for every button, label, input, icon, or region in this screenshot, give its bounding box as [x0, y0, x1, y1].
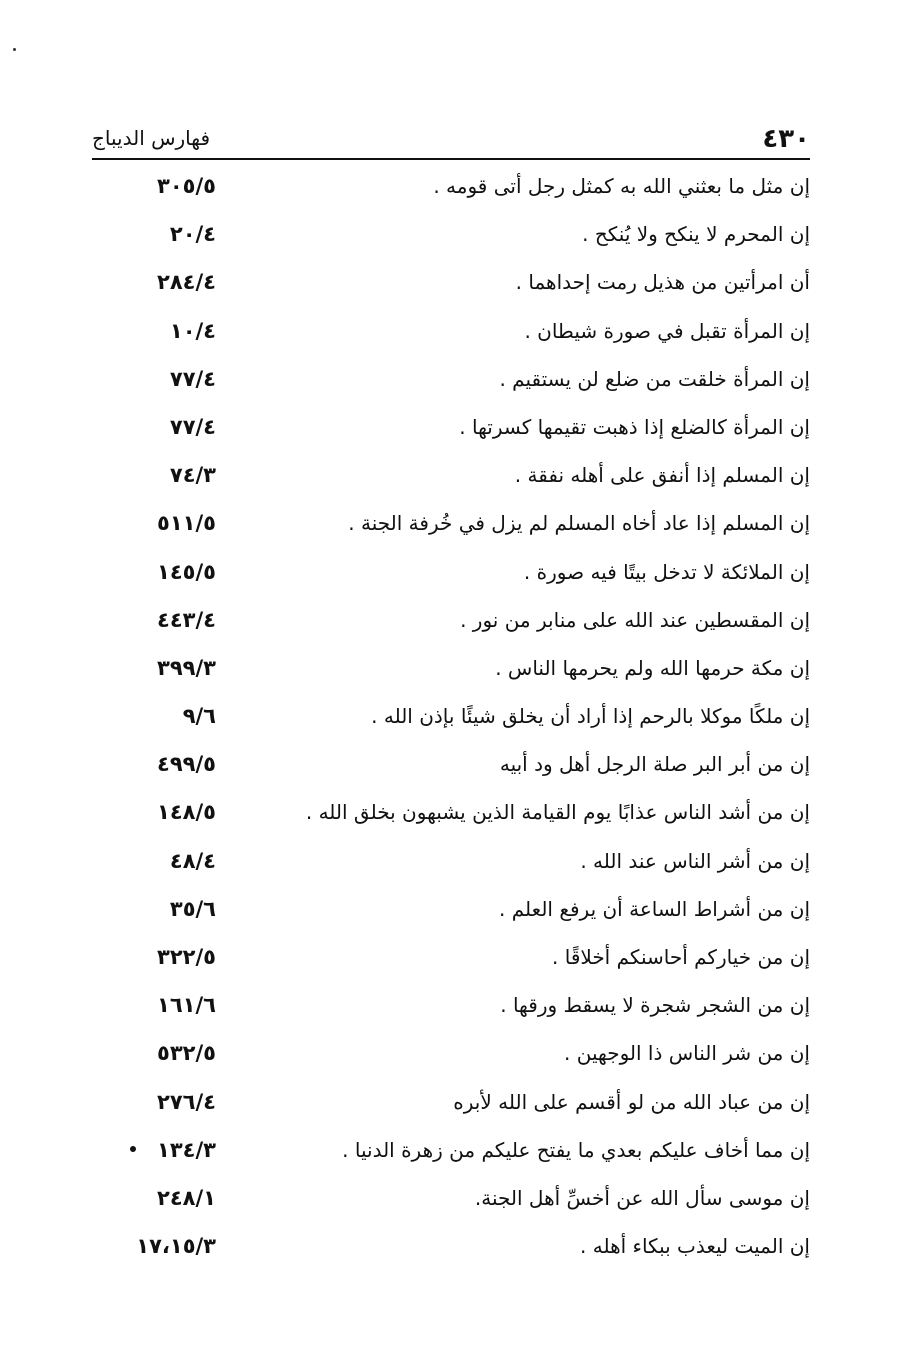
index-entry [92, 602, 810, 650]
entry-reference: ١٤٨/٥ [157, 800, 216, 825]
entry-text: إن المرأة تقبل في صورة شيطان . [524, 318, 810, 343]
entry-text: إن الملائكة لا تدخل بيتًا فيه صورة . [523, 559, 810, 584]
entry-reference: ٧٧/٤ [169, 366, 216, 391]
entry-text: إن موسى سأل الله عن أخسِّ أهل الجنة. [474, 1185, 810, 1210]
entry-reference: ١٧،١٥/٣ [136, 1234, 216, 1259]
index-entry [92, 939, 810, 987]
index-entry [92, 698, 810, 746]
entry-reference: ٢٧٦/٤ [157, 1089, 216, 1114]
entry-text: إن مثل ما بعثني الله به كمثل رجل أتى قومه . [433, 174, 810, 198]
entry-text: إن من الشجر شجرة لا يسقط ورقها . [500, 993, 810, 1018]
entry-reference: ٣٥/٦ [169, 896, 216, 921]
entry-reference: ٣٩٩/٣ [157, 655, 216, 680]
index-entry [92, 987, 810, 1035]
entry-text: إن المسلم إذا عاد أخاه المسلم لم يزل في خُرفة الجنة . [348, 511, 810, 536]
entry-text: إن من أشد الناس عذابًا يوم القيامة الذين يشبهون بخلق الله . [305, 800, 810, 825]
index-entry [92, 794, 810, 842]
index-entry [92, 505, 810, 553]
entry-text: إن من شر الناس ذا الوجهين . [564, 1041, 810, 1066]
page-number: ٤٣٠ [762, 124, 810, 154]
entry-reference: ٢٤٨/١ [157, 1185, 216, 1210]
entry-text: إن من أشر الناس عند الله . [580, 848, 810, 873]
entry-text: إن المسلم إذا أنفق على أهله نفقة . [514, 463, 810, 488]
index-entry [92, 216, 810, 264]
entry-text: إن المرأة كالضلع إذا ذهبت تقيمها كسرتها . [459, 414, 810, 439]
index-entry [92, 264, 810, 312]
entry-text: إن من أبر البر صلة الرجل أهل ود أبيه [499, 752, 810, 777]
entry-reference: ٤٤٣/٤ [157, 607, 216, 632]
entry-reference: ٧٧/٤ [169, 414, 216, 439]
entry-reference: ٥١١/٥ [157, 511, 216, 536]
entry-text: إن ملكًا موكلا بالرحم إذا أراد أن يخلق شيئًا بإذن الله . [371, 704, 810, 729]
bullet-dot [130, 1146, 136, 1152]
entry-text: إن المحرم لا ينكح ولا يُنكح . [582, 222, 810, 247]
entry-reference: ٥٣٢/٥ [157, 1041, 216, 1066]
entry-reference: ٧٤/٣ [169, 463, 216, 488]
index-entry [92, 1180, 810, 1228]
index-entry [92, 457, 810, 505]
index-entry [92, 409, 810, 457]
entry-text: أن امرأتين من هذيل رمت إحداهما . [515, 270, 810, 295]
entry-reference: ٣٢٢/٥ [157, 945, 216, 969]
index-entry [92, 650, 810, 698]
entry-reference: ١٣٤/٣ [157, 1137, 216, 1162]
page-header [92, 118, 810, 160]
entry-reference: ١٦١/٦ [157, 993, 216, 1018]
entry-text: إن مما أخاف عليكم بعدي ما يفتح عليكم من زهرة الدنيا . [342, 1137, 810, 1162]
index-entry [92, 313, 810, 361]
entry-text: إن مكة حرمها الله ولم يحرمها الناس . [495, 655, 810, 680]
entry-text: إن من خياركم أحاسنكم أخلاقًا . [552, 945, 810, 969]
index-entry [92, 554, 810, 602]
entry-text: إن من عباد الله من لو أقسم على الله لأبره [453, 1089, 810, 1114]
index-entry [92, 1035, 810, 1083]
index-entry [92, 891, 810, 939]
entry-reference: ١٤٥/٥ [157, 559, 216, 584]
index-entry [92, 843, 810, 891]
entry-text: إن الميت ليعذب ببكاء أهله . [580, 1234, 810, 1259]
entry-reference: ٤٨/٤ [169, 848, 216, 873]
hadith-index-list [92, 168, 810, 1276]
index-entry [92, 1084, 810, 1132]
entry-reference: ٢٨٤/٤ [157, 270, 216, 295]
entry-reference: ٣٠٥/٥ [157, 174, 216, 198]
index-entry [92, 361, 810, 409]
running-title: فهارس الديباج [92, 126, 211, 150]
entry-reference: ٩/٦ [182, 704, 216, 729]
index-entry [92, 168, 810, 216]
entry-text: إن المقسطين عند الله على منابر من نور . [460, 607, 810, 632]
index-entry [92, 1228, 810, 1276]
entry-text: إن من أشراط الساعة أن يرفع العلم . [499, 896, 810, 921]
entry-reference: ١٠/٤ [169, 318, 216, 343]
entry-reference: ٤٩٩/٥ [157, 752, 216, 777]
entry-text: إن المرأة خلقت من ضلع لن يستقيم . [499, 366, 810, 391]
index-entry [92, 746, 810, 794]
index-entry [92, 1132, 810, 1180]
scan-speck [13, 48, 16, 51]
entry-reference: ٢٠/٤ [169, 222, 216, 247]
